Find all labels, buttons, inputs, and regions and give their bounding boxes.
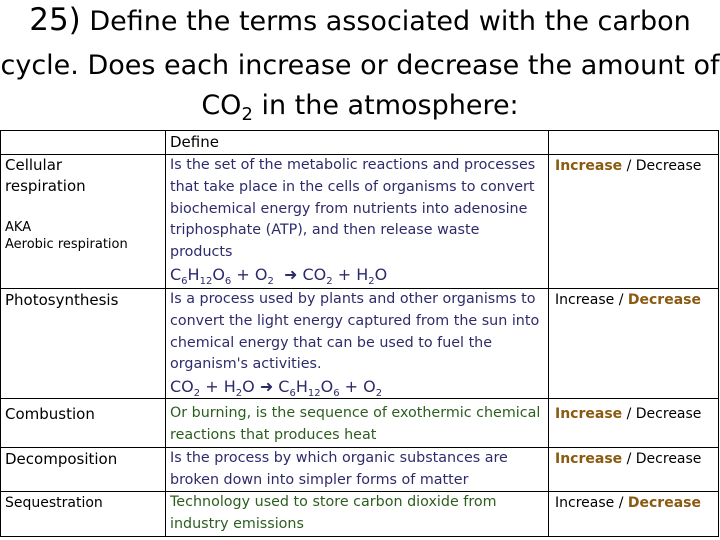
choice-separator: / <box>614 292 628 308</box>
choice-cell <box>549 399 719 448</box>
definition-decomposition: Is the process by which organic substances are broken down into simpler forms of matter <box>170 449 508 488</box>
definition-cell <box>166 399 549 448</box>
increase-option[interactable]: Increase <box>555 495 615 512</box>
heading-line-2: cycle. Does each increase or decrease the amount of <box>0 50 720 81</box>
arrow-right-icon: ➜ <box>259 377 274 397</box>
increase-option[interactable]: Increase <box>555 292 615 308</box>
heading-text-1: Define the terms associated with the carbon <box>89 6 691 37</box>
term-cell <box>1 289 166 399</box>
term-cell <box>1 447 166 492</box>
decrease-option[interactable]: Decrease <box>627 292 701 308</box>
term-sequestration: Sequestration <box>5 495 103 512</box>
heading-co-subscript: 2 <box>241 104 253 125</box>
definition-cell <box>166 289 549 399</box>
choice-separator: / <box>622 406 636 423</box>
header-choice-cell <box>549 131 719 155</box>
definition-photosynthesis: Is a process used by plants and other organisms to convert the light energy captured from the sun into chemical energy that can be used to fuel the organism's activities. <box>170 291 540 373</box>
decrease-option[interactable]: Decrease <box>635 158 702 174</box>
term-cell <box>1 492 166 537</box>
choice-separator: / <box>622 158 636 174</box>
term-combustion: Combustion <box>5 405 95 424</box>
decrease-option[interactable]: Decrease <box>627 495 701 512</box>
term-cellular-respiration: Cellular respiration <box>5 156 86 195</box>
choice-cell <box>549 155 719 289</box>
choice-cell <box>549 289 719 399</box>
choice-separator: / <box>622 450 636 467</box>
definition-cell <box>166 492 549 537</box>
term-photosynthesis: Photosynthesis <box>5 291 119 309</box>
decrease-option[interactable]: Decrease <box>635 450 702 467</box>
definition-cellular-respiration: Is the set of the metabolic reactions and processes that take place in the cells of organisms to convert biochemical energy from nutrients into adenosine triphosphate (ATP), and then release waste products <box>170 157 536 261</box>
choice-cell <box>549 447 719 492</box>
definition-cell <box>166 447 549 492</box>
table-row <box>1 155 719 289</box>
table-row <box>1 447 719 492</box>
increase-option[interactable]: Increase <box>555 158 623 174</box>
table-header-row <box>1 131 719 155</box>
term-cell <box>1 155 166 289</box>
equation-photosynthesis: $CO_2 + H_2O$ ➜ $C_6H_{12}O_6 + O_2$ <box>170 377 383 400</box>
definition-combustion: Or burning, is the sequence of exothermic chemical reactions that produces heat <box>170 405 541 443</box>
header-term-cell <box>1 131 166 155</box>
heading-co: CO <box>201 90 242 121</box>
definition-sequestration: Technology used to store carbon dioxide from industry emissions <box>170 494 497 533</box>
heading-line-3 <box>0 88 720 124</box>
table-row <box>1 399 719 448</box>
aka-label: AKA <box>5 220 32 235</box>
term-cell <box>1 399 166 448</box>
choice-cell <box>549 492 719 537</box>
term-decomposition: Decomposition <box>5 449 118 468</box>
definition-cell <box>166 155 549 289</box>
equation-respiration: $C_6H_{12}O_6 + O_2$ ➜ $CO_2 + H_2O$ <box>170 264 388 288</box>
heading-text-3: in the atmosphere: <box>252 90 519 121</box>
increase-option[interactable]: Increase <box>555 450 623 467</box>
aka-term: Aerobic respiration <box>5 237 128 252</box>
arrow-right-icon: ➜ <box>284 264 298 284</box>
question-number: 25) <box>29 2 81 38</box>
header-define-cell <box>166 131 549 155</box>
heading-line-1 <box>0 2 720 40</box>
decrease-option[interactable]: Decrease <box>635 406 702 423</box>
increase-option[interactable]: Increase <box>555 406 623 423</box>
table-row <box>1 492 719 537</box>
choice-separator: / <box>614 495 628 512</box>
table-row <box>1 289 719 399</box>
carbon-cycle-table <box>0 130 719 537</box>
header-define: Define <box>170 133 219 151</box>
